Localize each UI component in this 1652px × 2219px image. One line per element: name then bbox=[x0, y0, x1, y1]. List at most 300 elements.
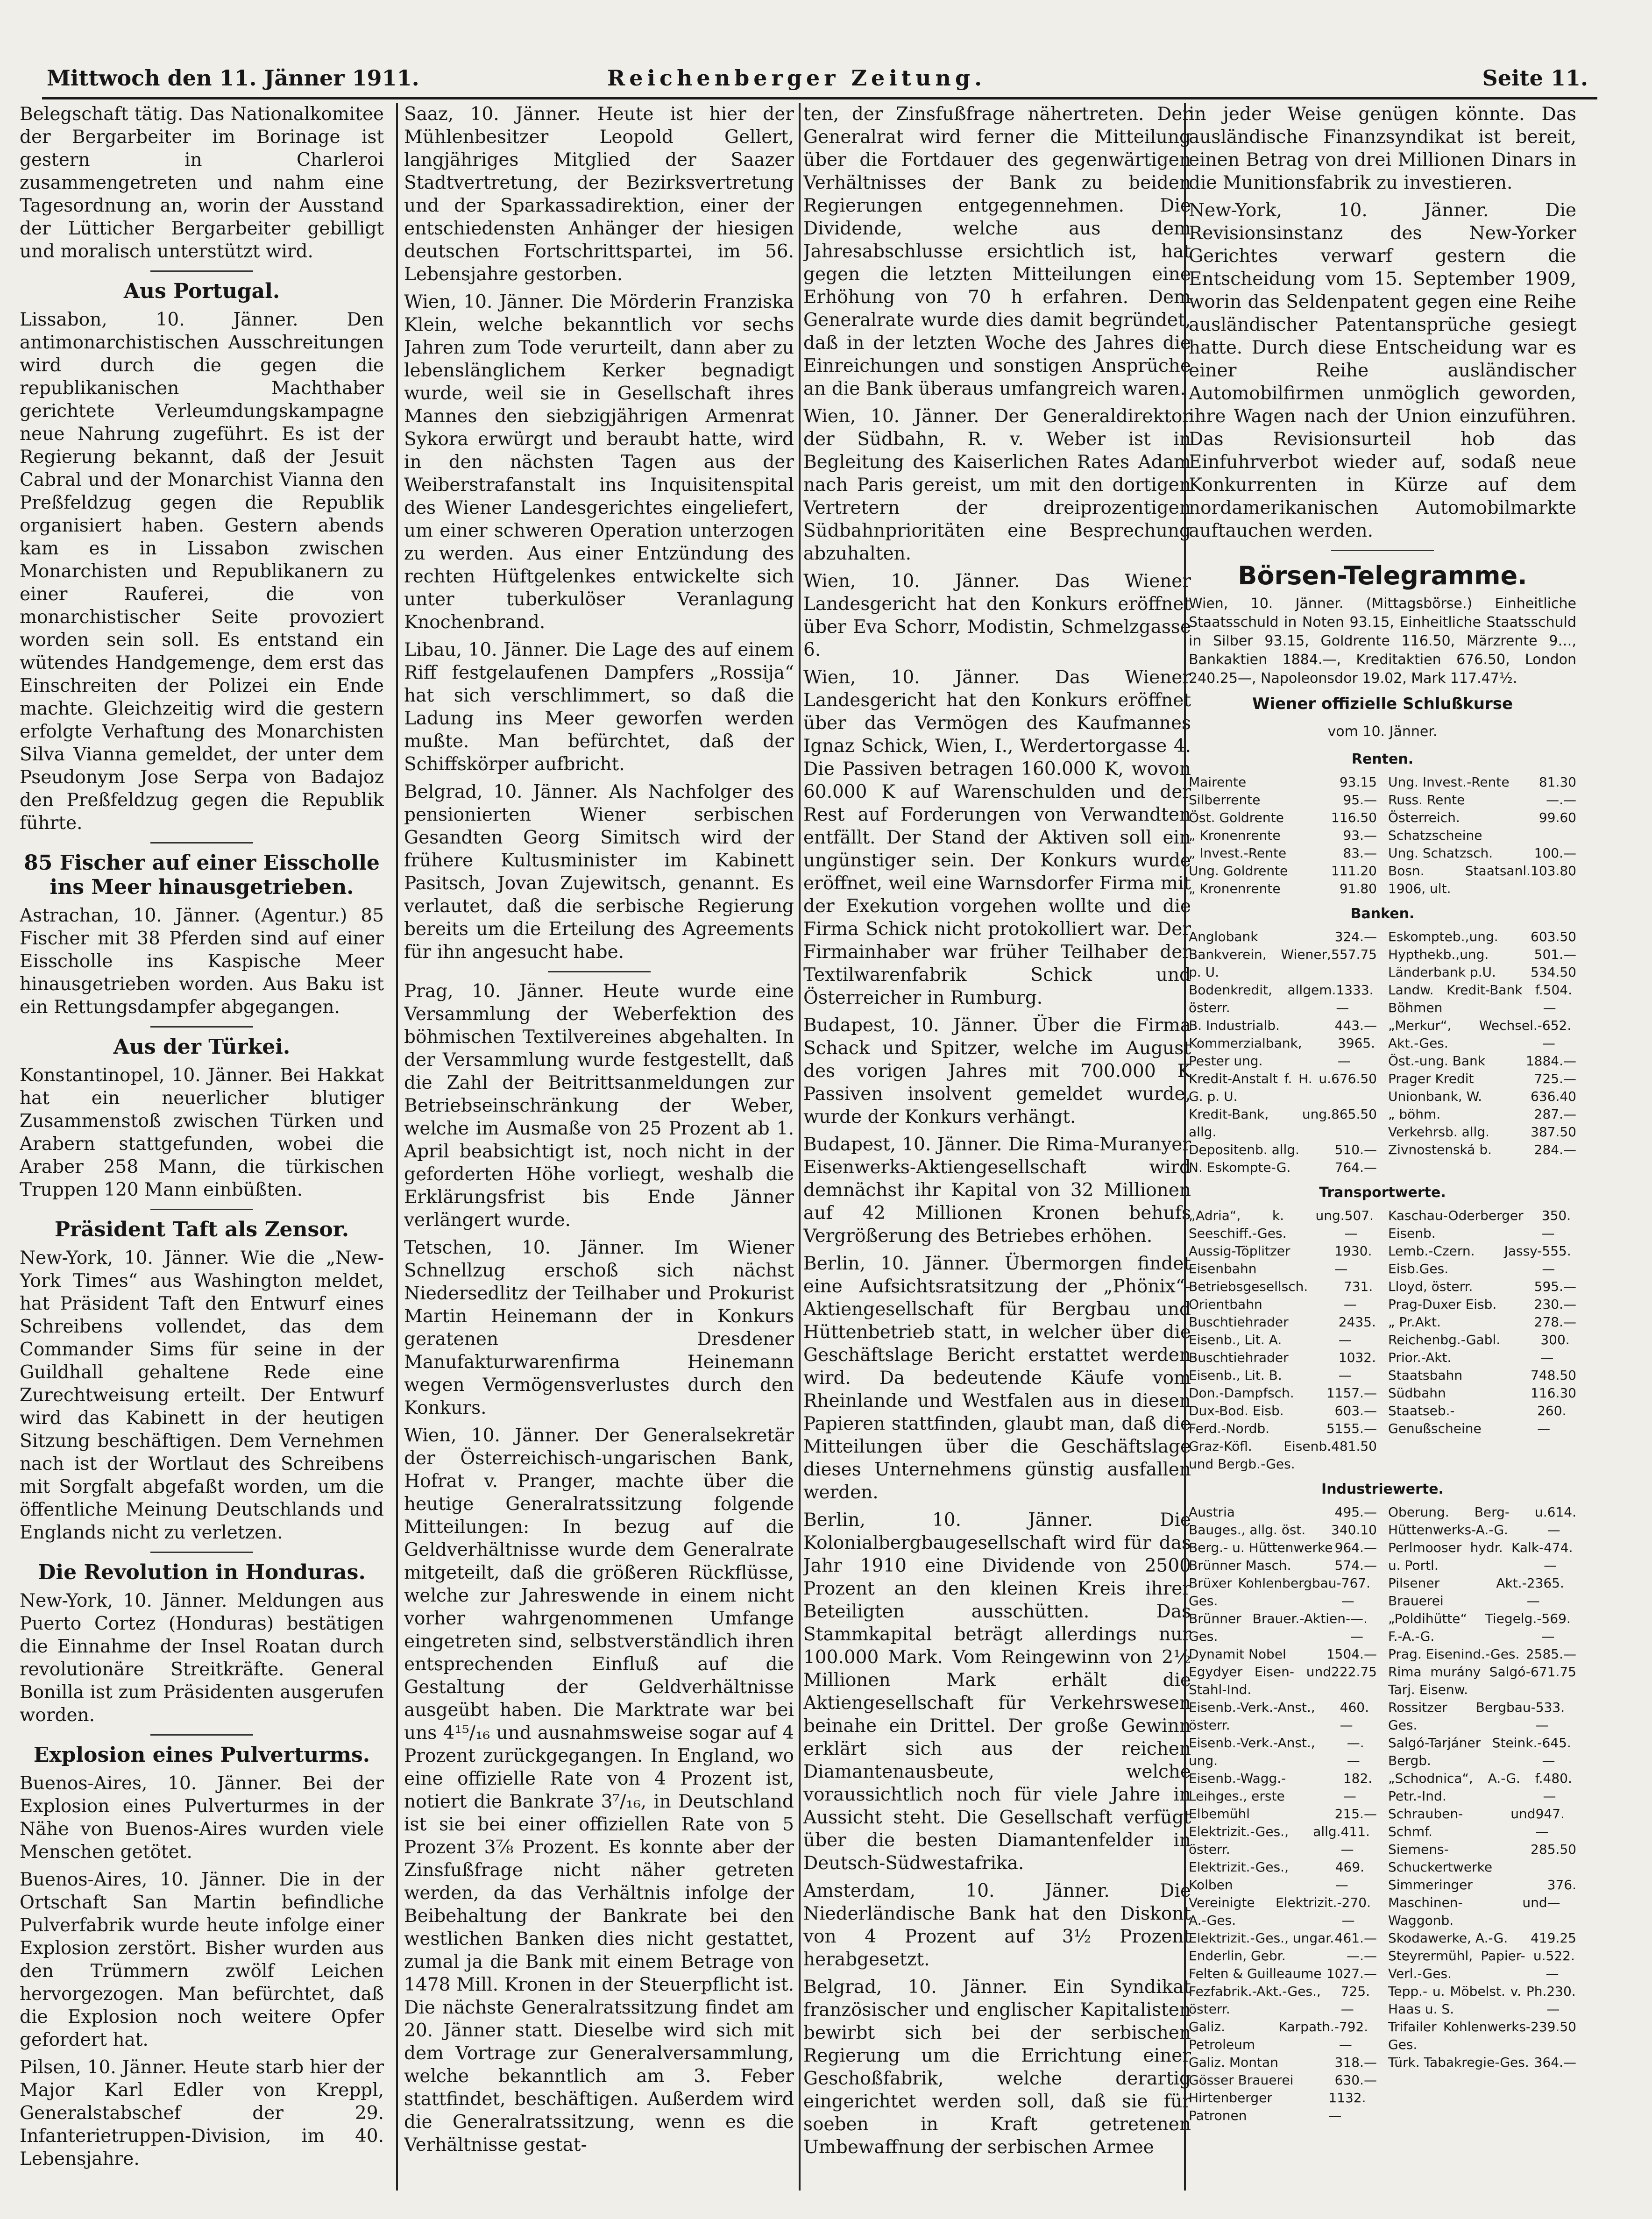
quote-row bbox=[1189, 1610, 1377, 1645]
quote-row bbox=[1388, 1141, 1576, 1159]
quote-name: „Merkur“, Wechsel.-Akt.-Ges. bbox=[1388, 1018, 1542, 1051]
banken-right bbox=[1388, 928, 1576, 1177]
quote-name: Buschtiehrader Eisenb., Lit. B. bbox=[1189, 1350, 1289, 1383]
quote-name: Kredit-Anstalt f. H. u. G. p. U. bbox=[1189, 1071, 1332, 1104]
quote-row bbox=[1189, 1106, 1377, 1141]
quote-name: Salgó-Tarjáner Steink.-Bergb. bbox=[1388, 1735, 1542, 1768]
quote-row bbox=[1189, 862, 1377, 880]
quote-name: „Adria“, k. ung. Seeschiff.-Ges. bbox=[1189, 1208, 1345, 1241]
quote-row bbox=[1388, 1699, 1576, 1734]
quote-name: Rossitzer Bergbau-Ges. bbox=[1388, 1700, 1536, 1733]
quote-row bbox=[1388, 1610, 1576, 1645]
article-text: Wien, 10. Jänner. Das Wiener Landesgericht hat den Konkurs eröffnet über das Vermögen des Kaufmannes Ignaz Schick, Wien, I., Werdertorgasse 4. Die Passiven betragen 160.000 K, wovon 60.000 K auf Warenschulden und der Rest auf Forderungen von Verwandten entfällt. Der Stand der Aktiven soll ein ungünstiger sein. Der Konkurs wurde eröffnet, weil eine Warnsdorfer Firma mit der Exekution vorgehen wollte und die Firma Schick nicht protokolliert war. Der Firmainhaber war früher Teilhaber der Textilwarenfabrik Schick und Österreicher in Rumburg. bbox=[803, 667, 1191, 1008]
quote-value: 460.— bbox=[1340, 1700, 1369, 1733]
quote-row bbox=[1189, 1207, 1377, 1242]
article-text: Lissabon, 10. Jänner. Den antimonarchistischen Ausschreitungen wird durch die gegen die republikanischen Machthaber gerichtete Verleumdungskampagne neue Nahrung zugeführt. Es ist der Regierung bekannt, daß der Jesuit Cabral und der Monarchist Vianna den Preßfeldzug gegen die Republik organisiert haben. Gestern abends kam es in Lissabon zwischen Monarchisten und Republikanern zu einer Rauferei, die von monarchistischer Seite provoziert worden sein soll. Es entstand ein wütendes Handgemenge, dem erst das Einschreiten der Polizei ein Ende machte. Gleichzeitig wird die gestern erfolgte Verhaftung des Monarchisten Silva Vianna gemeldet, der unter dem Pseudonym Jose Serpa von Badajoz den Preßfeldzug gegen die Republik führte. bbox=[20, 309, 384, 834]
quote-row bbox=[1388, 1384, 1576, 1402]
quote-row bbox=[1388, 981, 1576, 1017]
article-text: New-York, 10. Jänner. Meldungen aus Puerto Cortez (Honduras) bestätigen die Einnahme der Insel Roatan durch revolutionäre Streitkräfte. General Bonilla ist zum Präsidenten ausgerufen worden. bbox=[20, 1590, 384, 1726]
quote-name: Bankverein, Wiener, p. U. bbox=[1189, 947, 1332, 980]
quote-name: Elbemühl bbox=[1189, 1806, 1250, 1822]
quote-name: „ Kronenrente bbox=[1189, 881, 1281, 896]
quote-name: „ Kronenrente bbox=[1189, 828, 1281, 843]
quote-name: Trifailer Kohlenwerks-Ges. bbox=[1388, 2019, 1531, 2052]
separator bbox=[1331, 550, 1434, 551]
quote-row bbox=[1189, 1141, 1377, 1159]
quote-name: Mairente bbox=[1189, 774, 1247, 790]
quote-value: 947.— bbox=[1535, 1806, 1565, 1839]
quote-name: Bodenkredit, allgem. österr. bbox=[1189, 982, 1336, 1015]
quote-row bbox=[1189, 844, 1377, 862]
quote-row bbox=[1189, 1521, 1377, 1539]
quote-name: Brünner Masch. bbox=[1189, 1558, 1291, 1573]
quote-row bbox=[1189, 809, 1377, 827]
quote-name: Gösser Brauerei bbox=[1189, 2072, 1294, 2088]
quote-row bbox=[1388, 1367, 1576, 1384]
quote-row bbox=[1189, 827, 1377, 844]
quote-value: —.— bbox=[1350, 1611, 1368, 1644]
quote-value: 1027.— bbox=[1326, 1966, 1377, 1981]
quote-name: Betriebsgesellsch. Orientbahn bbox=[1189, 1279, 1308, 1312]
quote-row bbox=[1189, 1947, 1377, 1965]
article-text: Prag, 10. Jänner. Heute wurde eine Versammlung der Weberfektion des böhmischen Textilvereines abgehalten. In der Versammlung wurde festgestellt, daß die Zahl der Beitrittsanmeldungen zur Betriebseinschränkung der Weber, welche im Ausmaße von 25 Prozent ab 1. April beabsichtigt ist, noch nicht in der geforderten Höhe vorliegt, weshalb die Erklärungsfrist bis Ende Jänner verlängert wurde. bbox=[404, 981, 794, 1231]
quote-name: Landw. Kredit-Bank f. Böhmen bbox=[1388, 982, 1543, 1015]
quote-value: 5155.— bbox=[1326, 1421, 1377, 1436]
separator bbox=[150, 1209, 253, 1210]
quote-name: Brünner Brauer.-Aktien-Ges. bbox=[1189, 1611, 1351, 1644]
renten-title: Renten. bbox=[1351, 751, 1414, 767]
quote-value: 507.— bbox=[1344, 1208, 1374, 1241]
quote-name: Kredit-Bank, ung. allg. bbox=[1189, 1106, 1332, 1140]
quote-name: Felten & Guilleaume bbox=[1189, 1966, 1322, 1981]
quote-row bbox=[1388, 1947, 1576, 1983]
quote-value: 364.— bbox=[1534, 2055, 1576, 2070]
quote-name: Russ. Rente bbox=[1388, 792, 1465, 808]
quote-name: Anglobank bbox=[1189, 929, 1258, 944]
quote-row bbox=[1189, 1384, 1377, 1402]
quote-row bbox=[1388, 2018, 1576, 2054]
quote-value: 443.— bbox=[1334, 1018, 1377, 1033]
quote-name: Aussig-Töplitzer Eisenbahn bbox=[1189, 1243, 1290, 1276]
quote-row bbox=[1388, 1503, 1576, 1539]
quote-value: 411.— bbox=[1340, 1824, 1370, 1857]
quote-row bbox=[1189, 2089, 1377, 2125]
quote-name: Prag. Eisenind.-Ges. bbox=[1388, 1646, 1520, 1662]
column-divider bbox=[799, 103, 801, 2191]
quote-name: Skodawerke, A.-G. bbox=[1388, 1930, 1508, 1946]
quote-row bbox=[1388, 1106, 1576, 1123]
quote-name: Siemens-Schuckertwerke bbox=[1388, 1842, 1493, 1875]
quote-value: 574.— bbox=[1334, 1558, 1377, 1573]
quote-row bbox=[1189, 2018, 1377, 2054]
quote-row bbox=[1388, 862, 1576, 898]
quote-row bbox=[1388, 1402, 1576, 1438]
quote-name: Kaschau-Oderberger Eisenb. bbox=[1388, 1208, 1524, 1241]
quote-row bbox=[1388, 773, 1576, 791]
quote-row bbox=[1388, 1242, 1576, 1278]
quote-value: 3965.— bbox=[1337, 1035, 1375, 1069]
quote-value: 469.— bbox=[1335, 1859, 1365, 1893]
quote-value: 461.— bbox=[1334, 1930, 1377, 1946]
quote-row bbox=[1388, 2054, 1576, 2071]
article-text: ten, der Zinsfußfrage nähertreten. Der Generalrat wird ferner die Mitteilung über die Fortdauer des gegenwärtigen Verhältnisses der Bank zu beiden Regierungen entgegennehmen. Die Dividende, welche aus dem Jahresabschlusse ersichtlich ist, hat gegen die letzten Mitteilungen eine Erhöhung von 70 h erfahren. Dem Generalrate wurde dies damit begründet, daß in der letzten Woche des Jahres die Einreichungen und sonstigen Ansprüche an die Bank überaus umfangreich waren. bbox=[803, 104, 1191, 399]
quote-value: 99.60 bbox=[1539, 810, 1576, 825]
article-text: New-York, 10. Jänner. Wie die „New-York Times“ aus Washington meldet, hat Präsident Taft den Entwurf eines Schreibens vollendet, das dem Commander Sims für seine in der Guildhall gehaltene Rede eine Zurechtweisung erteilt. Der Entwurf wird das Kabinett in der heutigen Sitzung beschäftigen. Dem Vernehmen nach ist der Wortlaut des Schreibens mit Sorgfalt abgefaßt worden, um die öffentliche Meinung Deutschlands und Englands nicht zu verletzen. bbox=[20, 1248, 384, 1543]
quote-name: Lloyd, österr. bbox=[1388, 1279, 1473, 1294]
separator bbox=[150, 270, 253, 272]
page-number: Seite 11. bbox=[1482, 65, 1588, 91]
quote-name: Ung. Schatzsch. bbox=[1388, 845, 1493, 861]
quote-value: 510.— bbox=[1334, 1142, 1377, 1157]
quote-name: Steyrermühl, Papier- u. Verl.-Ges. bbox=[1388, 1948, 1546, 1981]
newspaper-title: Reichenberger Zeitung. bbox=[607, 65, 986, 91]
quote-value: 748.50 bbox=[1531, 1368, 1576, 1383]
separator bbox=[548, 971, 651, 972]
article-heading: Präsident Taft als Zensor. bbox=[54, 1218, 349, 1241]
quote-name: Prager Kredit bbox=[1388, 1071, 1474, 1086]
quote-value: —.— bbox=[1347, 1735, 1364, 1768]
quote-row bbox=[1189, 1402, 1377, 1420]
quote-name: Berg.- u. Hüttenwerke bbox=[1189, 1540, 1333, 1555]
article-text: Buenos-Aires, 10. Jänner. Bei der Explosion eines Pulverturmes in der Nähe von Buenos-Aires wurden viele Menschen getötet. bbox=[20, 1773, 384, 1863]
quote-value: 725.— bbox=[1534, 1071, 1576, 1086]
issue-date: Mittwoch den 11. Jänner 1911. bbox=[47, 65, 419, 91]
quote-name: Türk. Tabakregie-Ges. bbox=[1388, 2055, 1529, 2070]
transport-table bbox=[1189, 1207, 1576, 1473]
quote-value: 614.— bbox=[1547, 1504, 1576, 1538]
quote-row bbox=[1388, 1841, 1576, 1876]
article-text: Pilsen, 10. Jänner. Heute starb hier der Major Karl Edler von Kreppl, Generalstabschef der 29. Infanterietruppen-Division, im 40. Lebensjahre. bbox=[20, 2057, 384, 2169]
quote-name: Oberung. Berg- u. Hüttenwerks-A.-G. bbox=[1388, 1504, 1547, 1538]
article-text: Belegschaft tätig. Das Nationalkomitee der Bergarbeiter im Borinage ist gestern in Charleroi zusammengetreten und nahm eine Tagesordnung an, worin der Ausstand der Lütticher Bergarbeiter gebilligt und moralisch unterstützt wird. bbox=[20, 104, 384, 262]
article-text: Astrachan, 10. Jänner. (Agentur.) 85 Fischer mit 38 Pferden sind auf einer Eisscholle ins Kaspische Meer hinausgetrieben worden. Aus Baku ist ein Rettungsdampfer abgegangen. bbox=[20, 905, 384, 1018]
column-2 bbox=[404, 103, 794, 2191]
quote-row bbox=[1189, 1805, 1377, 1823]
quote-name: Bauges., allg. öst. bbox=[1189, 1522, 1306, 1538]
quote-value: 474.— bbox=[1544, 1540, 1573, 1573]
quote-row bbox=[1189, 1734, 1377, 1770]
article-text: Buenos-Aires, 10. Jänner. Die in der Ortschaft San Martin befindliche Pulverfabrik wurde heute infolge einer Explosion zerstört. Bisher wurden aus den Trümmern zwölf Leichen hervorgezogen. Man befürchtet, daß die Explosion noch weitere Opfer gefordert hat. bbox=[20, 1869, 384, 2050]
quote-name: Länderbank p.U. bbox=[1388, 964, 1496, 980]
article-text: Saaz, 10. Jänner. Heute ist hier der Mühlenbesitzer Leopold Gellert, langjähriges Mitglied der Saazer Stadtvertretung, der Bezirksvertretung und der Sparkassadirektion, einer der entschiedensten Anhänger der hiesigen deutschen Fortschrittspartei, im 56. Lebensjahre gestorben. bbox=[404, 104, 794, 285]
quote-name: Depositenb. allg. bbox=[1189, 1142, 1299, 1157]
article-heading: Aus der Türkei. bbox=[113, 1035, 291, 1059]
quote-row bbox=[1189, 946, 1377, 981]
quote-row bbox=[1189, 791, 1377, 809]
article-text: Wien, 10. Jänner. Die Mörderin Franziska Klein, welche bekanntlich vor sechs Jahren zum Tode verurteilt, dann aber zu lebenslänglichem Kerker begnadigt wurde, weil sie in Gesellschaft ihres Mannes den siebzigjährigen Armenrat Sykora erwürgt und beraubt hatte, wird in den nächsten Tagen aus der Weiberstrafanstalt ins Inquisitenspital des Wiener Landesgerichtes eingeliefert, um einer schweren Operation unterzogen zu werden. Aus einer Entzündung des rechten Hüftgelenkes entwickelte sich unter tuberkulöser Veranlagung Knochenbrand. bbox=[404, 291, 794, 633]
quote-name: Eskompteb.,ung. bbox=[1388, 929, 1498, 944]
quote-value: 91.80 bbox=[1339, 881, 1377, 896]
quote-value: 595.— bbox=[1534, 1279, 1576, 1294]
article-text: Wien, 10. Jänner. Der Generalsekretär der Österreichisch-ungarischen Bank, Hofrat v. Pranger, machte über die heutige Generalratssitzung folgende Mitteilungen: In bezug auf die Geldverhältnisse wurde dem Generalrate mitgeteilt, daß die größeren Rückflüsse, welche zur Jahreswende in einem nicht vorher wahrgenommenen Umfange eingetreten sind, selbstverständlich ihren entsprechenden Einfluß auf die Gestaltung der Geldverhältnisse ausgeübt haben. Die Marktrate war bei uns 4¹⁵/₁₆ und ausnahmsweise sogar auf 4 Prozent zurückgegangen. In England, wo eine offizielle Rate von 4 Prozent ist, notiert die Bankrate 3⁷/₁₆, in Deutschland ist sie bei einer offiziellen Rate von 5 Prozent 3⅞ Prozent. Es konnte aber der Zinsfußfrage nicht näher getreten werden, da das Verhältnis infolge der Beibehaltung der Bankrate bei den westlichen Banken dies nicht gestattet, zumal ja die Bank mit einem Betrage von 1478 Mill. Kronen in der Steuerpflicht ist. Die nächste Generalratssitzung findet am 20. Jänner statt. Dieselbe wird sich mit dem Vortrage zur Generalversammlung, welche bekanntlich am 3. Feber stattfindet, beschäftigen. Außerdem wird die Generalratssitzung, wenn es die Verhältnisse gestat- bbox=[404, 1425, 794, 2155]
quote-value: 504.— bbox=[1543, 982, 1572, 1015]
quote-row bbox=[1189, 1017, 1377, 1035]
quote-value: 480.— bbox=[1543, 1771, 1572, 1804]
quote-row bbox=[1189, 1035, 1377, 1070]
quote-value: 116.30 bbox=[1531, 1385, 1576, 1401]
industrie-left bbox=[1189, 1503, 1377, 2125]
quote-name: „Schodnica“, A.-G. f. Petr.-Ind. bbox=[1388, 1771, 1543, 1804]
quote-value: 278.— bbox=[1534, 1314, 1576, 1330]
quote-name: „Poldihütte“ Tiegelg.-F.-A.-G. bbox=[1388, 1611, 1542, 1644]
quote-value: 340.10 bbox=[1331, 1522, 1377, 1538]
quote-name: „ Invest.-Rente bbox=[1189, 845, 1287, 861]
quote-name: Silberrente bbox=[1189, 792, 1261, 808]
quote-value: 731.— bbox=[1343, 1279, 1373, 1312]
article-text: Wien, 10. Jänner. Das Wiener Landesgericht hat den Konkurs eröffnet über Eva Schorr, Modistin, Schmelzgasse 6. bbox=[803, 571, 1191, 660]
quote-value: 481.50 bbox=[1331, 1439, 1377, 1454]
quote-value: 569.— bbox=[1541, 1611, 1571, 1644]
quote-row bbox=[1189, 1438, 1377, 1473]
column-divider bbox=[396, 103, 398, 2191]
quote-name: „ Pr.Akt. bbox=[1388, 1314, 1441, 1330]
quote-value: 222.75 bbox=[1331, 1664, 1377, 1680]
quote-name: „ böhm. bbox=[1388, 1106, 1441, 1122]
quote-value: 270.— bbox=[1341, 1895, 1371, 1928]
quote-value: 501.— bbox=[1534, 947, 1576, 962]
quote-row bbox=[1388, 1088, 1576, 1106]
quote-value: 1157.— bbox=[1326, 1385, 1377, 1401]
quote-row bbox=[1189, 1894, 1377, 1929]
quote-name: Hirtenberger Patronen bbox=[1189, 2090, 1272, 2123]
quote-row bbox=[1388, 928, 1576, 946]
renten-table bbox=[1189, 773, 1576, 898]
quote-name: Öst.-ung. Bank bbox=[1388, 1053, 1486, 1069]
article-text: Berlin, 10. Jänner. Übermorgen findet eine Aufsichtsratsitzung der „Phönix“-Aktiengesellschaft für Bergbau und Hüttenbetrieb statt, in welcher über die Geschäftslage Bericht erstattet werden wird. Da bedeutende Käufe vom Rheinlande und Westfalen aus in diesen Papieren stattfinden, glaubt man, daß die Mitteilungen über die Geschäftslage dieses Unternehmens günstig ausfallen werden. bbox=[803, 1253, 1191, 1503]
quote-value: 350.— bbox=[1541, 1208, 1571, 1241]
separator bbox=[150, 1026, 253, 1028]
quote-value: 645.— bbox=[1542, 1735, 1571, 1768]
quote-row bbox=[1388, 1296, 1576, 1313]
quote-name: Dux-Bod. Eisb. bbox=[1189, 1403, 1284, 1418]
quote-name: Tepp.- u. Möbelst. v. Ph. Haas u. S. bbox=[1388, 1984, 1547, 2017]
quote-name: Unionbank, W. bbox=[1388, 1089, 1482, 1104]
quote-value: 964.— bbox=[1334, 1540, 1377, 1555]
quote-value: 676.50 bbox=[1331, 1071, 1377, 1086]
quote-value: 376.— bbox=[1547, 1877, 1576, 1910]
quote-value: 2585.— bbox=[1525, 1646, 1576, 1662]
quote-value: 555.— bbox=[1542, 1243, 1571, 1276]
quote-value: 93.— bbox=[1343, 828, 1377, 843]
quote-value: 1884.— bbox=[1525, 1053, 1576, 1069]
quote-row bbox=[1189, 1965, 1377, 1983]
quote-row bbox=[1388, 809, 1576, 844]
quote-row bbox=[1388, 1070, 1576, 1088]
quote-row bbox=[1388, 1876, 1576, 1929]
quote-name: Schrauben- und Schmf. bbox=[1388, 1806, 1536, 1839]
quote-value: 324.— bbox=[1334, 929, 1377, 944]
quote-value: —.— bbox=[1347, 1948, 1377, 1964]
quote-row bbox=[1388, 1539, 1576, 1574]
quote-value: 652.— bbox=[1542, 1018, 1572, 1051]
article-heading: Die Revolution in Honduras. bbox=[38, 1560, 366, 1584]
quote-row bbox=[1189, 773, 1377, 791]
stock-section-title: Börsen-Telegramme. bbox=[1238, 561, 1527, 590]
quote-value: 95.— bbox=[1343, 792, 1377, 808]
quote-value: 182.— bbox=[1343, 1771, 1373, 1804]
banken-title: Banken. bbox=[1350, 906, 1415, 922]
article-heading: Explosion eines Pulverturms. bbox=[33, 1743, 370, 1767]
quote-name: Simmeringer Maschinen- und Waggonb. bbox=[1388, 1877, 1547, 1928]
article-text: New-York, 10. Jänner. Die Revisionsinstanz des New-Yorker Gerichtes verwarf gestern die Entscheidung vom 15. September 1909, worin das Seldenpatent gegen eine Reihe ausländischer Patentansprüche gesiegt hatte. Durch diese Entscheidung war es einer Reihe ausländischer Automobilfirmen unmöglich geworden, ihre Wagen nach der Union einzuführen. Das Revisionsurteil hob das Einfuhrverbot wieder auf, sodaß neue Konkurrenten in Kürze auf dem nordamerikanischen Automobilmarkte auftauchen werden. bbox=[1189, 200, 1576, 541]
closing-rates-date: vom 10. Jänner. bbox=[1327, 723, 1438, 740]
quote-value: 111.20 bbox=[1331, 863, 1377, 879]
quote-row bbox=[1189, 1929, 1377, 1947]
quote-value: 603.50 bbox=[1531, 929, 1576, 944]
quote-value: 522.— bbox=[1546, 1948, 1575, 1981]
quote-value: 671.75 bbox=[1531, 1664, 1576, 1680]
quote-name: Graz-Köfl. Eisenb. und Bergb.-Ges. bbox=[1189, 1439, 1332, 1472]
quote-value: 116.50 bbox=[1331, 810, 1377, 825]
quote-name: Eisenb.-Verk.-Anst., österr. bbox=[1189, 1700, 1315, 1733]
article-text: Konstantinopel, 10. Jänner. Bei Hakkat hat ein neuerlicher blutiger Zusammenstoß zwischen Türken und Arabern stattgefunden, wobei die Araber 258 Mann, die türkischen Truppen 120 Mann einbüßten. bbox=[20, 1065, 384, 1200]
quote-name: Galiz. Karpath.-Petroleum bbox=[1189, 2019, 1339, 2052]
quote-value: 100.— bbox=[1534, 845, 1576, 861]
quote-name: Verkehrsb. allg. bbox=[1388, 1124, 1489, 1140]
quote-value: 284.— bbox=[1534, 1142, 1576, 1157]
article-text: Tetschen, 10. Jänner. Im Wiener Schnellzug erschoß sich nächst Niedersedlitz der Teilhaber und Prokurist Martin Heinemann der in Konkurs geratenen Dresdener Manufakturwarenfirma Heinemann wegen Vermögensverlustes durch den Konkurs. bbox=[404, 1237, 794, 1418]
quote-row bbox=[1189, 1420, 1377, 1438]
closing-rates-title: Wiener offizielle Schlußkurse bbox=[1252, 695, 1513, 713]
quote-row bbox=[1189, 1770, 1377, 1805]
transport-right bbox=[1388, 1207, 1576, 1473]
article-text: Libau, 10. Jänner. Die Lage des auf einem Riff festgelaufenen Dampfers „Rossija“ hat sich verschlimmert, so daß die Ladung ins Meer geworfen werden mußte. Man befürchtet, daß der Schiffskörper aufbricht. bbox=[404, 639, 794, 775]
quote-row bbox=[1189, 1539, 1377, 1557]
quote-row bbox=[1388, 1278, 1576, 1296]
quote-name: Enderlin, Gebr. bbox=[1189, 1948, 1286, 1964]
quote-row bbox=[1189, 2071, 1377, 2089]
quote-name: Dynamit Nobel bbox=[1189, 1646, 1286, 1662]
quote-name: Egydyer Eisen- und Stahl-Ind. bbox=[1189, 1664, 1332, 1697]
quote-row bbox=[1189, 1313, 1377, 1349]
quote-value: 767.— bbox=[1341, 1575, 1370, 1609]
quote-value: 1504.— bbox=[1326, 1646, 1377, 1662]
separator bbox=[150, 1734, 253, 1736]
stock-intro: Wien, 10. Jänner. (Mittagsbörse.) Einheitliche Staatsschuld in Noten 93.15, Einheitliche Staatsschuld in Silber 93.15, Goldrente 116.50, Märzrente 9…, Bankaktien 1884.—, Kreditaktien 676.50, London 240.25—, Napoleonsdor 19.02, Mark 117.47½. bbox=[1189, 596, 1576, 687]
quote-row bbox=[1388, 1052, 1576, 1070]
quote-row bbox=[1388, 1734, 1576, 1770]
quote-value: 533.— bbox=[1535, 1700, 1565, 1733]
article-text: Amsterdam, 10. Jänner. Die Niederländische Bank hat den Diskont von 4 Prozent auf 3½ Prozent herabgesetzt. bbox=[803, 1880, 1191, 1970]
quote-name: Rima murány Salgó-Tarj. Eisenw. bbox=[1388, 1664, 1531, 1697]
quote-row bbox=[1388, 1929, 1576, 1947]
article-text: in jeder Weise genügen könnte. Das ausländische Finanzsyndikat ist bereit, einen Betrag von drei Millionen Dinars in die Munitionsfabrik zu investieren. bbox=[1189, 104, 1576, 193]
quote-value: 557.75 bbox=[1331, 947, 1377, 962]
quote-name: Südbahn bbox=[1388, 1385, 1446, 1401]
renten-left bbox=[1189, 773, 1377, 898]
quote-name: Vereinigte Elektrizit.-A.-Ges. bbox=[1189, 1895, 1342, 1928]
quote-value: 603.— bbox=[1334, 1403, 1377, 1418]
quote-row bbox=[1189, 1574, 1377, 1610]
quote-value: —.— bbox=[1546, 792, 1576, 808]
quote-row bbox=[1388, 1207, 1576, 1242]
quote-value: 215.— bbox=[1334, 1806, 1377, 1822]
quote-row bbox=[1189, 1242, 1377, 1278]
quote-row bbox=[1388, 964, 1576, 981]
quote-name: Austria bbox=[1189, 1504, 1235, 1520]
article-text: Berlin, 10. Jänner. Die Kolonialbergbaugesellschaft wird für das Jahr 1910 eine Dividende von 2500 Prozent an den kleinen Kreis ihrer Beteiligten ausschütten. Das Stammkapital beträgt allerdings nur 100.000 Mark. Vom Reingewinn von 2½ Millionen Mark erhält die Aktiengesellschaft für Verkehrswesen beinahe ein Drittel. Der große Gewinn erklärt sich aus der reichen Diamantenausbeute, welche voraussichtlich noch für viele Jahre in Aussicht steht. Die Gesellschaft verfügt über die besten Diamantenfelder in Deutsch-Südwestafrika. bbox=[803, 1510, 1191, 1874]
quote-row bbox=[1189, 1278, 1377, 1313]
quote-name: Elektrizit.-Ges., allg. österr. bbox=[1189, 1824, 1341, 1857]
quote-name: Reichenbg.-Gabl. Prior.-Akt. bbox=[1388, 1332, 1501, 1365]
article-text: Wien, 10. Jänner. Der Generaldirektor der Südbahn, R. v. Weber ist in Begleitung des Kaiserlichen Rates Adam nach Paris gereist, um mit den dortigen Vertretern der dreiprozentigen Südbahnprioritäten eine Besprechung abzuhalten. bbox=[803, 406, 1191, 564]
quote-row bbox=[1189, 2054, 1377, 2071]
quote-row bbox=[1388, 1123, 1576, 1141]
quote-row bbox=[1388, 1313, 1576, 1331]
quote-name: Zivnostenská b. bbox=[1388, 1142, 1492, 1157]
quote-name: Öst. Goldrente bbox=[1189, 810, 1284, 825]
quote-value: 792.— bbox=[1339, 2019, 1368, 2052]
quote-value: 1132.— bbox=[1328, 2090, 1366, 2123]
quote-row bbox=[1189, 1070, 1377, 1106]
quote-value: 419.25 bbox=[1531, 1930, 1576, 1946]
quote-row bbox=[1388, 1331, 1576, 1367]
quote-name: Don.-Dampfsch. bbox=[1189, 1385, 1294, 1401]
quote-row bbox=[1189, 1983, 1377, 2018]
quote-row bbox=[1189, 1663, 1377, 1699]
quote-name: Kommerzialbank, Pester ung. bbox=[1189, 1035, 1302, 1069]
quote-value: 387.50 bbox=[1531, 1124, 1576, 1140]
separator bbox=[150, 1552, 253, 1553]
industrie-right bbox=[1388, 1503, 1576, 2125]
quote-name: Bosn. Staatsanl. 1906, ult. bbox=[1388, 863, 1531, 896]
separator bbox=[150, 842, 253, 844]
quote-value: 630.— bbox=[1334, 2072, 1377, 2088]
quote-name: B. Industrialb. bbox=[1189, 1018, 1280, 1033]
quote-row bbox=[1388, 1770, 1576, 1805]
quote-name: Ung. Invest.-Rente bbox=[1388, 774, 1510, 790]
quote-row bbox=[1189, 1858, 1377, 1894]
quote-row bbox=[1388, 1983, 1576, 2018]
quote-row bbox=[1189, 1699, 1377, 1734]
quote-name: Eisenb.-Wagg.-Leihges., erste bbox=[1189, 1771, 1286, 1804]
quote-value: 865.50 bbox=[1331, 1106, 1377, 1122]
quote-row bbox=[1189, 1557, 1377, 1574]
quote-value: 260.— bbox=[1537, 1403, 1567, 1436]
quote-value: 230.— bbox=[1546, 1984, 1576, 2017]
quote-name: Eisenb.-Verk.-Anst., ung. bbox=[1189, 1735, 1315, 1768]
column-1 bbox=[20, 103, 384, 2191]
banken-left bbox=[1189, 928, 1377, 1177]
quote-row bbox=[1189, 1823, 1377, 1858]
quote-name: Fezfabrik.-Akt.-Ges., österr. bbox=[1189, 1984, 1321, 2017]
quote-name: Prag-Duxer Eisb. bbox=[1388, 1297, 1497, 1312]
quote-value: 764.— bbox=[1334, 1160, 1377, 1175]
article-text: Belgrad, 10. Jänner. Als Nachfolger des pensionierten Wiener serbischen Gesandten Georg Simitsch wird der frühere Kultusminister im Kabinett Pasitsch, Jovan Zujewitsch, genannt. Es verlautet, daß die serbische Regierung bereits um die Erteilung des Agreements für ihn angesucht habe. bbox=[404, 781, 794, 963]
quote-row bbox=[1388, 1574, 1576, 1610]
quote-value: 300.— bbox=[1540, 1332, 1570, 1365]
quote-value: 285.50 bbox=[1531, 1842, 1576, 1857]
industrie-table bbox=[1189, 1503, 1576, 2125]
quote-value: 534.50 bbox=[1531, 964, 1576, 980]
quote-value: 636.40 bbox=[1531, 1089, 1576, 1104]
quote-value: 725.— bbox=[1340, 1984, 1370, 2017]
quote-value: 287.— bbox=[1534, 1106, 1576, 1122]
quote-row bbox=[1189, 1349, 1377, 1384]
quote-name: Buschtiehrader Eisenb., Lit. A. bbox=[1189, 1314, 1289, 1347]
quote-name: Österreich. Schatzscheine bbox=[1388, 810, 1482, 843]
article-text: Belgrad, 10. Jänner. Ein Syndikat französischer und englischer Kapitalisten bewirbt sich bei der serbischen Regierung um die Errichtung einer Geschoßfabrik, welche derartig eingerichtet werden soll, daß sie für soeben in Kraft getretenen Umbewaffnung der serbischen Armee bbox=[803, 1977, 1191, 2158]
quote-value: 83.— bbox=[1343, 845, 1377, 861]
quote-name: Perlmooser hydr. Kalk- u. Portl. bbox=[1388, 1540, 1544, 1573]
transport-title: Transportwerte. bbox=[1319, 1184, 1446, 1201]
column-3 bbox=[803, 103, 1191, 2191]
quote-value: 495.— bbox=[1334, 1504, 1377, 1520]
quote-value: 93.15 bbox=[1339, 774, 1377, 790]
quote-name: Elektrizit.-Ges., ungar. bbox=[1189, 1930, 1334, 1946]
header-rule bbox=[42, 97, 1597, 99]
quote-row bbox=[1189, 1645, 1377, 1663]
